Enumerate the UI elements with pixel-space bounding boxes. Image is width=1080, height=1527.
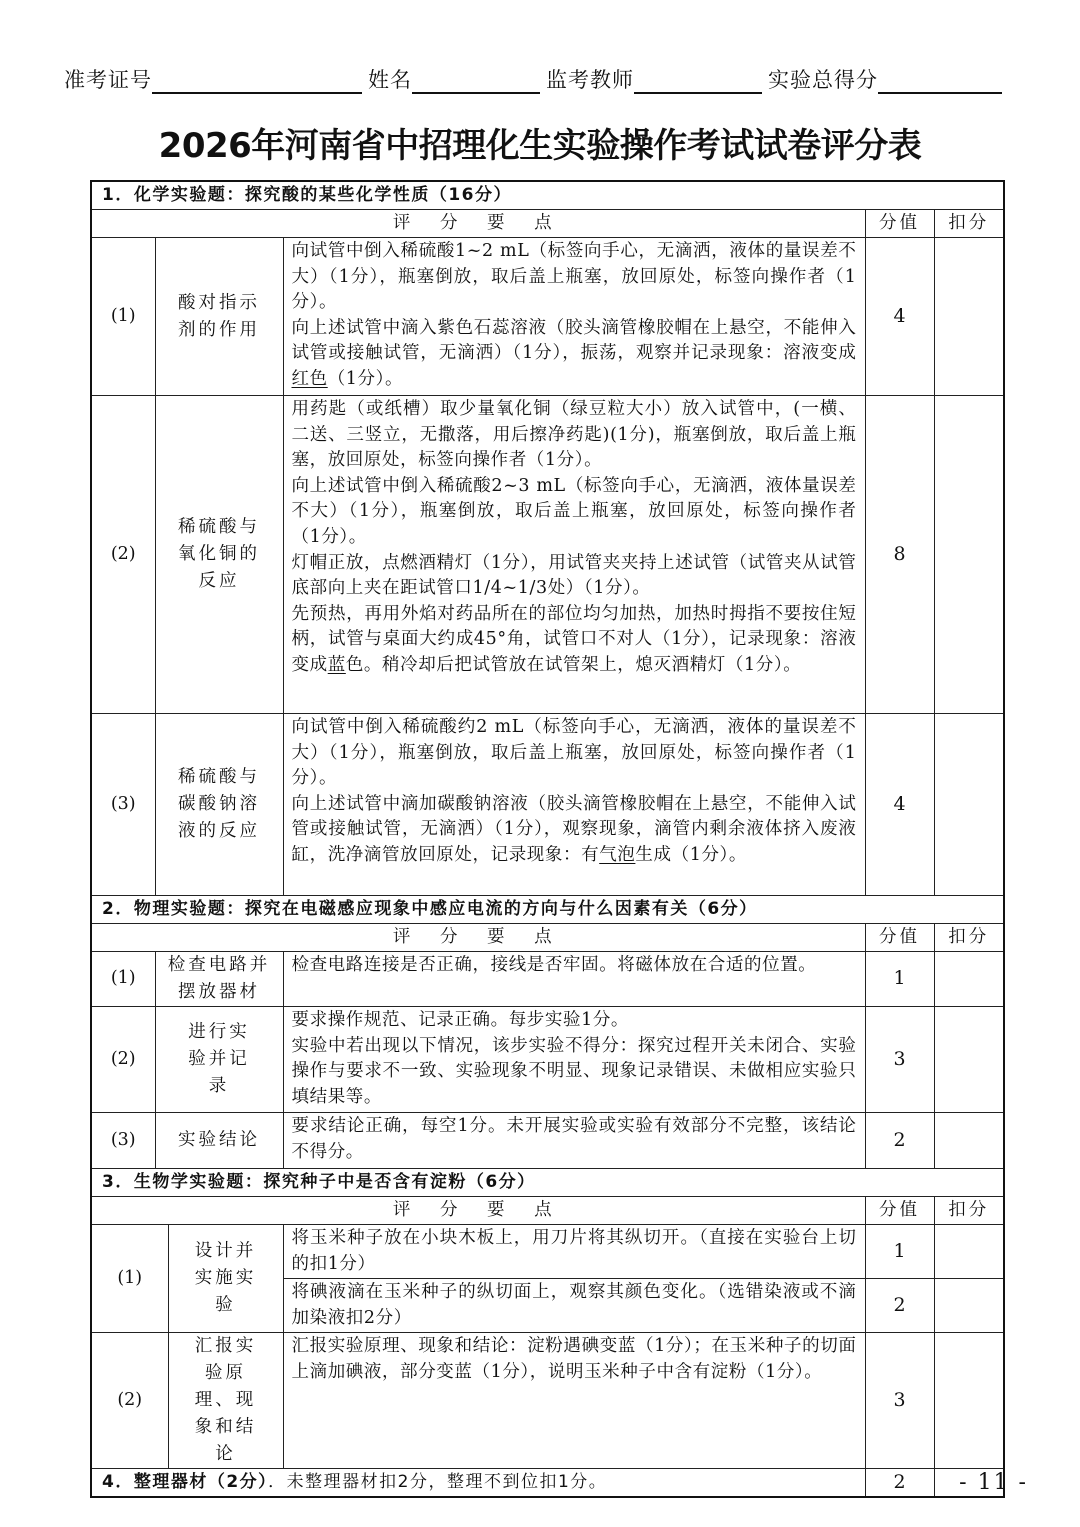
points-header: 评 分 要 点	[91, 210, 865, 238]
item-number: (2)	[91, 1007, 155, 1113]
item-score: 1	[865, 1225, 934, 1279]
name-label: 姓名	[368, 68, 412, 92]
item-number: (3)	[91, 714, 155, 896]
item-score: 1	[865, 952, 934, 1007]
table-row	[91, 1333, 1004, 1469]
deduct-cell[interactable]	[934, 238, 1004, 396]
deduct-cell[interactable]	[934, 1225, 1004, 1279]
table-row	[91, 1225, 1004, 1279]
section4-row	[91, 1469, 1004, 1498]
deduct-cell[interactable]	[934, 1333, 1004, 1469]
item-number: (1)	[91, 238, 155, 396]
exam-id-label: 准考证号	[64, 68, 152, 92]
teacher-label: 监考教师	[546, 68, 634, 92]
table-row	[91, 238, 1004, 396]
score-header: 分值	[865, 210, 934, 238]
item-number: (3)	[91, 1113, 155, 1169]
section1-column-header	[91, 210, 1004, 238]
item-score: 2	[865, 1279, 934, 1333]
item-description: 要求结论正确，每空1分。未开展实验或实验有效部分不完整，该结论不得分。	[283, 1113, 865, 1169]
item-name: 检查电路并摆放器材	[155, 952, 283, 1007]
section3-column-header	[91, 1197, 1004, 1225]
item-description: 将玉米种子放在小块木板上，用刀片将其纵切开。（直接在实验台上切的扣1分）	[283, 1225, 865, 1279]
item-name: 实验结论	[155, 1113, 283, 1169]
deduct-cell[interactable]	[934, 1113, 1004, 1169]
item-name: 设计并实施实验	[168, 1225, 283, 1333]
deduct-cell[interactable]	[934, 1007, 1004, 1113]
scoring-table	[90, 180, 1005, 1498]
score-header: 分值	[865, 924, 934, 952]
item-number: (1)	[91, 952, 155, 1007]
deduct-cell[interactable]	[934, 1279, 1004, 1333]
item-score: 2	[865, 1469, 934, 1498]
item-name: 稀硫酸与氧化铜的反应	[155, 396, 283, 714]
name-blank[interactable]	[412, 68, 540, 94]
deduct-header: 扣分	[934, 1197, 1004, 1225]
points-header: 评 分 要 点	[91, 924, 865, 952]
table-row	[91, 396, 1004, 714]
item-description: 检查电路连接是否正确，接线是否牢固。将磁体放在合适的位置。	[283, 952, 865, 1007]
item-name: 进行实验并记录	[155, 1007, 283, 1113]
section1-title-row	[91, 181, 1004, 210]
table-row	[91, 952, 1004, 1007]
deduct-header: 扣分	[934, 924, 1004, 952]
candidate-header	[64, 60, 1030, 94]
exam-id-blank[interactable]	[152, 68, 362, 94]
deduct-cell[interactable]	[934, 396, 1004, 714]
item-score: 3	[865, 1333, 934, 1469]
score-header: 分值	[865, 1197, 934, 1225]
item-description: 向试管中倒入稀硫酸约2 mL（标签向手心，无滴洒，液体的量误差不大）（1分），瓶塞倒放，取后盖上瓶塞，放回原处，标签向操作者（1分）。 向上述试管中滴加碳酸钠溶液（胶头滴管橡胶帽在上悬空，不能伸入试管或接触试管，无滴洒）（1分），观察现象，滴管内剩余液体挤入废液缸，洗净滴管放回原处，记录现象：有气泡生成（1分）。	[283, 714, 865, 896]
item-score: 4	[865, 238, 934, 396]
table-row	[91, 714, 1004, 896]
table-row	[91, 1007, 1004, 1113]
deduct-cell[interactable]	[934, 714, 1004, 896]
section2-title: 2．物理实验题：探究在电磁感应现象中感应电流的方向与什么因素有关（6分）	[91, 896, 1004, 924]
total-score-label: 实验总得分	[768, 68, 878, 92]
section3-title-row	[91, 1169, 1004, 1197]
item-number: (2)	[91, 1333, 168, 1469]
section4-title: 4．整理器材（2分）．未整理器材扣2分，整理不到位扣1分。	[91, 1469, 865, 1498]
item-score: 4	[865, 714, 934, 896]
item-number: (2)	[91, 396, 155, 714]
section2-column-header	[91, 924, 1004, 952]
page-number: - 11 -	[959, 1470, 1028, 1495]
section1-title: 1．化学实验题：探究酸的某些化学性质（16分）	[91, 181, 1004, 210]
section3-title: 3．生物学实验题：探究种子中是否含有淀粉（6分）	[91, 1169, 1004, 1197]
deduct-cell[interactable]	[934, 952, 1004, 1007]
item-score: 8	[865, 396, 934, 714]
item-name: 稀硫酸与碳酸钠溶液的反应	[155, 714, 283, 896]
section2-title-row	[91, 896, 1004, 924]
item-number: (1)	[91, 1225, 168, 1333]
item-description: 要求操作规范、记录正确。每步实验1分。 实验中若出现以下情况，该步实验不得分：探究过程开关未闭合、实验操作与要求不一致、实验现象不明显、现象记录错误、未做相应实验只填结果等。	[283, 1007, 865, 1113]
table-row	[91, 1113, 1004, 1169]
item-description: 汇报实验原理、现象和结论：淀粉遇碘变蓝（1分）；在玉米种子的切面上滴加碘液，部分变蓝（1分），说明玉米种子中含有淀粉（1分）。	[283, 1333, 865, 1469]
item-description: 向试管中倒入稀硫酸1~2 mL（标签向手心，无滴洒，液体的量误差不大）（1分），瓶塞倒放，取后盖上瓶塞，放回原处，标签向操作者（1分）。 向上述试管中滴入紫色石蕊溶液（胶头滴管橡胶帽在上悬空，不能伸入试管或接触试管，无滴洒）（1分），振荡，观察并记录现象：溶液变成红色（1分）。	[283, 238, 865, 396]
item-description: 将碘液滴在玉米种子的纵切面上，观察其颜色变化。（选错染液或不滴加染液扣2分）	[283, 1279, 865, 1333]
total-score-blank[interactable]	[878, 68, 1002, 94]
deduct-header: 扣分	[934, 210, 1004, 238]
item-score: 3	[865, 1007, 934, 1113]
teacher-blank[interactable]	[634, 68, 762, 94]
item-name: 酸对指示剂的作用	[155, 238, 283, 396]
item-score: 2	[865, 1113, 934, 1169]
item-description: 用药匙（或纸槽）取少量氧化铜（绿豆粒大小）放入试管中，(一横、二送、三竖立，无撒落，用后擦净药匙)(1分)，瓶塞倒放，取后盖上瓶塞，放回原处，标签向操作者（1分）。 向上述试管中倒入稀硫酸2~3 mL（标签向手心，无滴洒，液体量误差不大）（1分），瓶塞倒放，取后盖上瓶塞，放回原处，标签向操作者（1分）。 灯帽正放，点燃酒精灯（1分），用试管夹夹持上述试管（试管夹从试管底部向上夹在距试管口1/4~1/3处）（1分）。 先预热，再用外焰对药品所在的部位均匀加热，加热时拇指不要按住短柄，试管与桌面大约成45°角，试管口不对人（1分），记录现象：溶液变成蓝色。稍冷却后把试管放在试管架上，熄灭酒精灯（1分）。	[283, 396, 865, 714]
item-name: 汇报实验原理、现象和结论	[168, 1333, 283, 1469]
points-header: 评 分 要 点	[91, 1197, 865, 1225]
page-title: 2026年河南省中招理化生实验操作考试试卷评分表	[158, 126, 922, 166]
